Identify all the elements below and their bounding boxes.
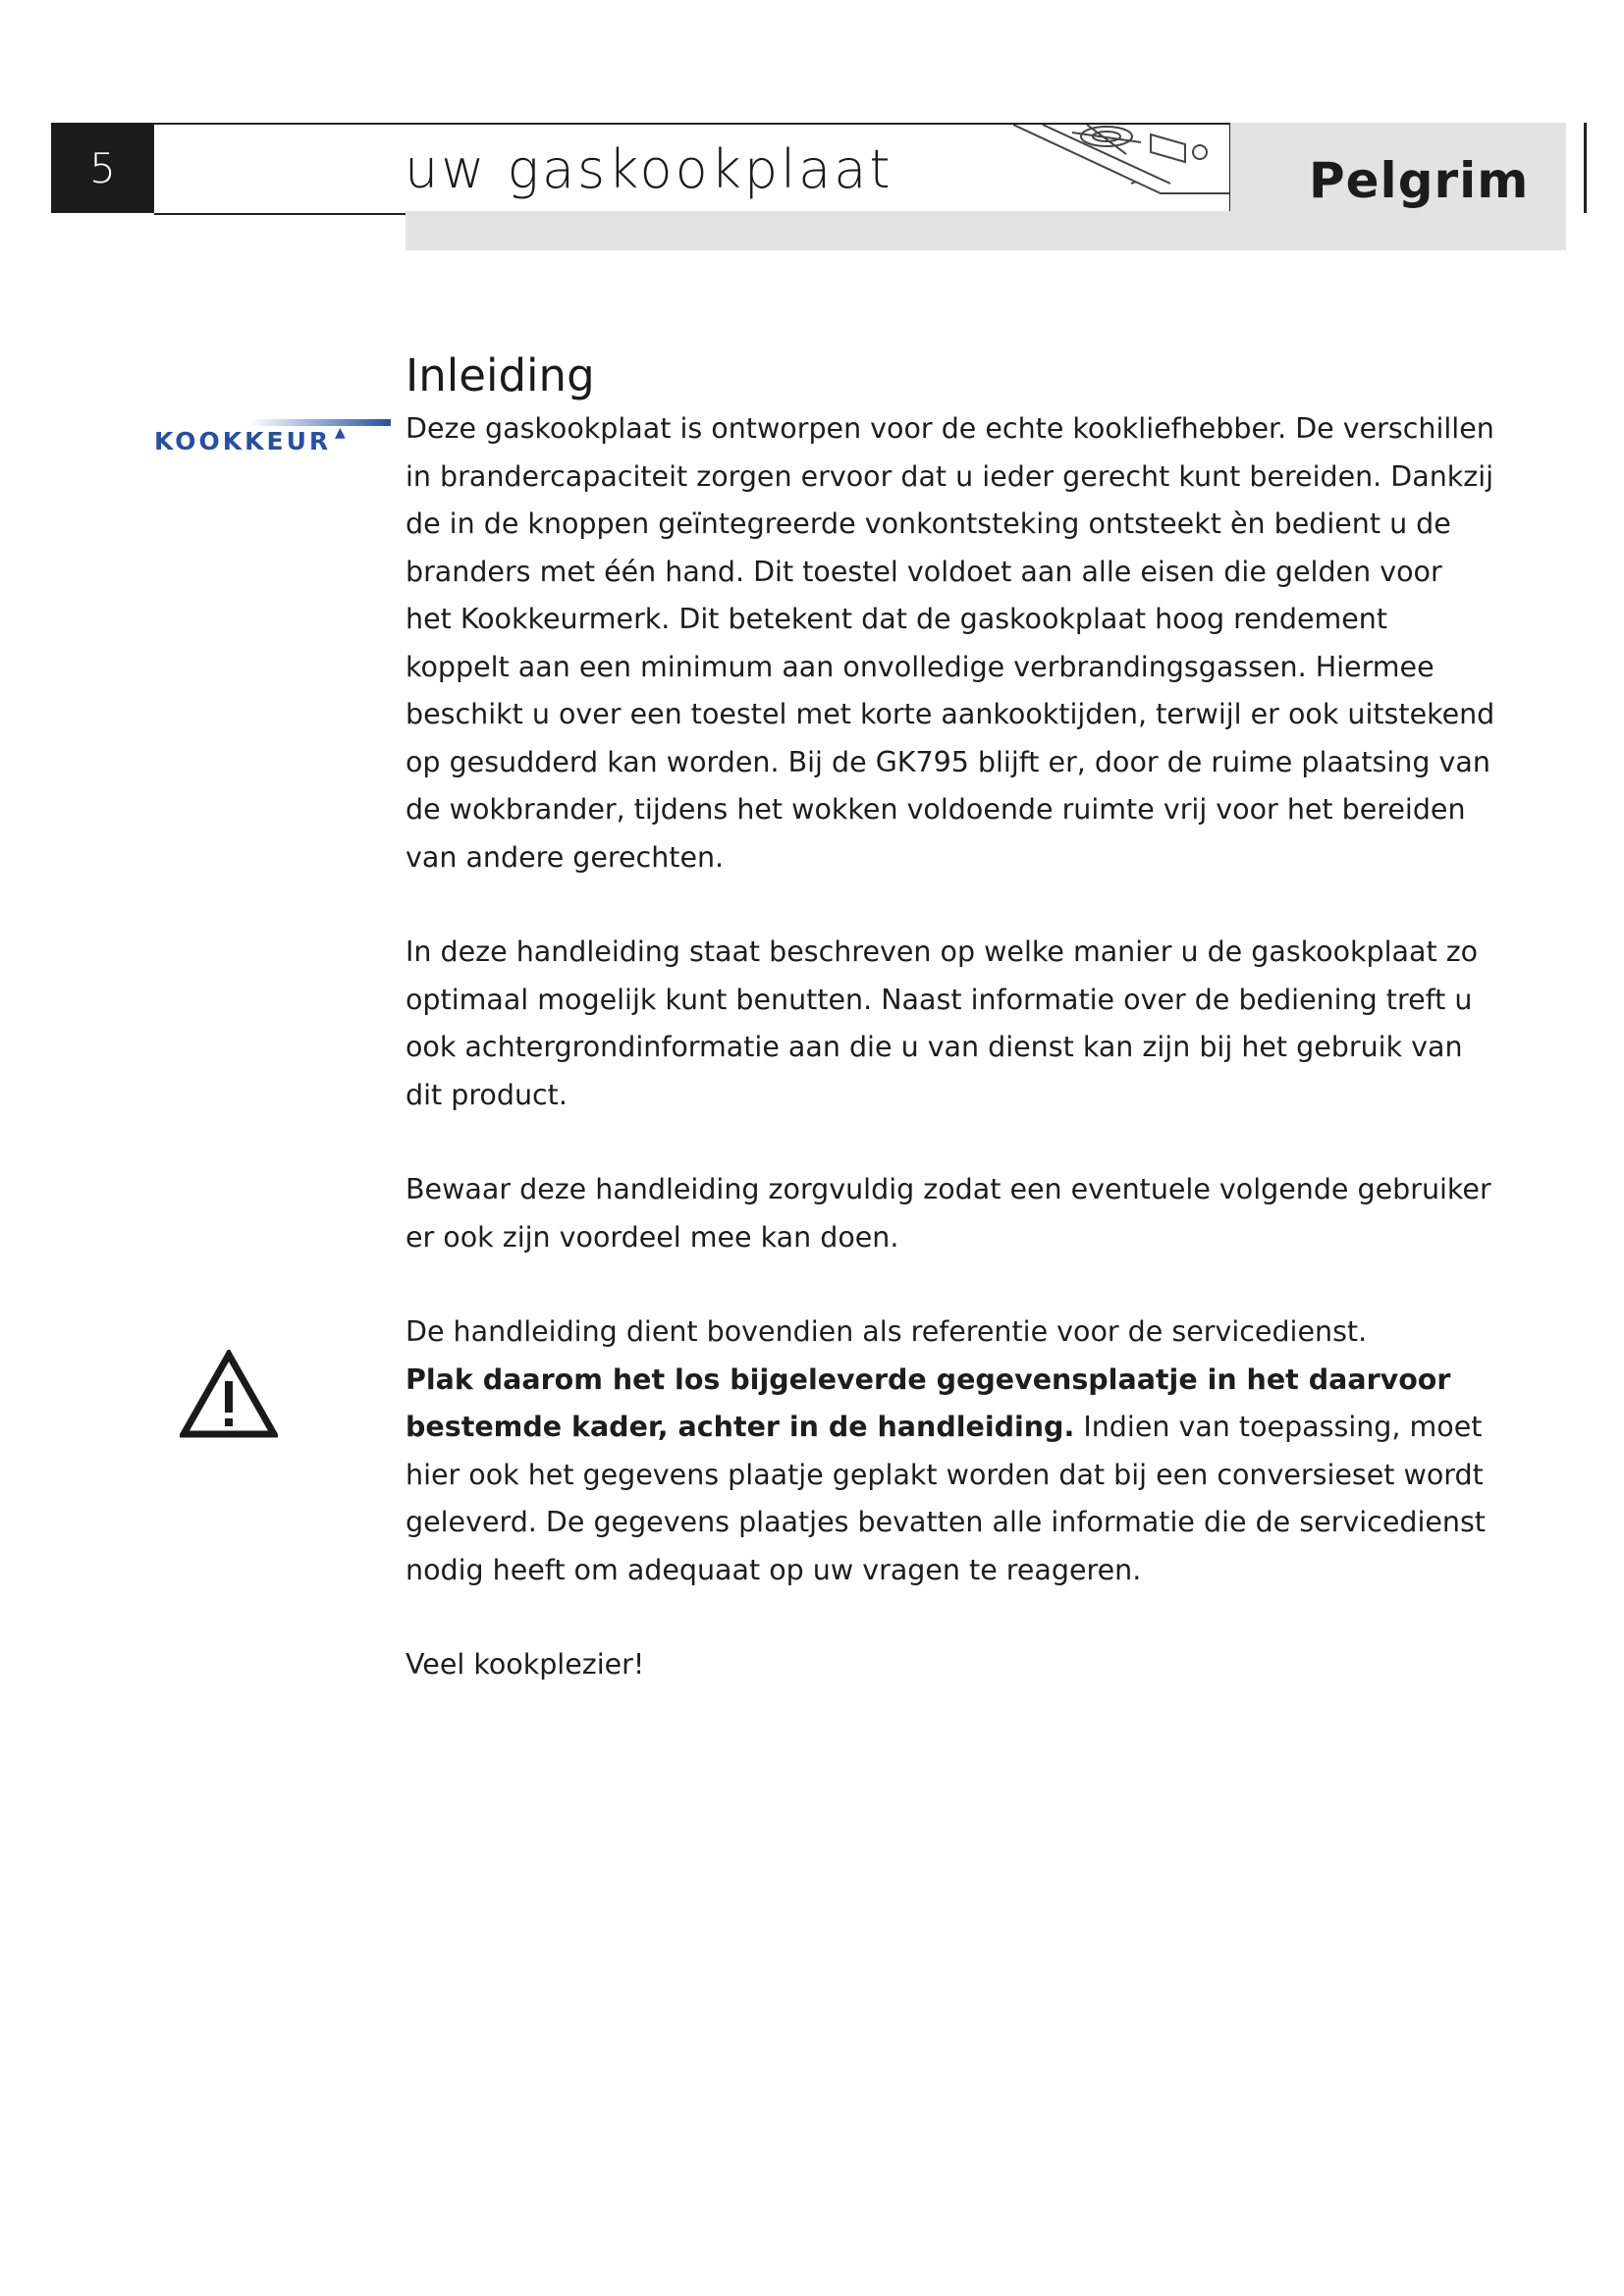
main-content (406, 347, 1495, 1736)
warning-icon (180, 1350, 278, 1438)
usage-paragraph: In deze handleiding staat beschreven op welke manier u de gaskookplaat zo optimaal mogelijk kunt benutten. Naast informatie over de bediening treft u ook achtergrondinformatie aan die u van dienst kan zijn bij het gebruik van dit product. (406, 935, 1479, 1111)
pelgrim-logo: Pelgrim (1309, 152, 1530, 209)
service-paragraph (406, 1308, 1495, 1594)
intro-paragraph: Deze gaskookplaat is ontworpen voor de echte kookliefhebber. De verschillen in brandercapaciteit zorgen ervoor dat u ieder gerecht kunt bereiden. Dankzij de in de knoppen geïntegreerde vonkontsteking ontsteekt èn bedient u de branders met één hand. Dit toestel voldoet aan alle eisen die gelden voor het Kookkeurmerk. Dit betekent dat de gaskookplaat hoog rendement koppelt aan een minimum aan onvolledige verbrandingsgassen. Hiermee beschikt u over een toestel met korte aankooktijden, terwijl er ook uitstekend op gesudderd kan worden. Bij de GK795 blijft er, door de ruime plaatsing van de wokbrander, tijdens het wokken voldoende ruimte vrij voor het bereiden van andere gerechten. (406, 412, 1495, 874)
page-title: uw gaskookplaat (405, 138, 893, 200)
gas-hob-illustration (1013, 125, 1229, 213)
kookkeur-logo-mark: ▲ (335, 425, 346, 441)
header-edge-line (1584, 123, 1587, 213)
storage-paragraph: Bewaar deze handleiding zorgvuldig zodat een eventuele volgende gebruiker er ook zijn voordeel mee kan doen. (406, 1173, 1491, 1254)
brand-panel (1230, 123, 1566, 250)
header-title-box (154, 123, 1231, 215)
service-details: Indien van toepassing, moet hier ook het gegevens plaatje geplakt worden dat bij een conversieset wordt geleverd. De gegevens plaatjes bevatten alle informatie die de servicedienst nodig heeft om adequaat op uw vragen te reageren. (406, 1411, 1486, 1586)
service-intro: De handleiding dient bovendien als referentie voor de servicedienst. (406, 1315, 1368, 1348)
closing-line: Veel kookplezier! (406, 1648, 645, 1681)
service-bold-instruction: Plak daarom het los bijgeleverde gegevensplaatje in het daarvoor bestemde kader, achter in de handleiding. (406, 1362, 1451, 1443)
section-heading: Inleiding (406, 349, 595, 401)
kookkeur-logo-text: KOOKKEUR (154, 427, 332, 455)
page-number: 5 (51, 123, 154, 213)
kookkeur-logo-bar (250, 419, 391, 426)
kookkeur-logo (152, 417, 391, 456)
